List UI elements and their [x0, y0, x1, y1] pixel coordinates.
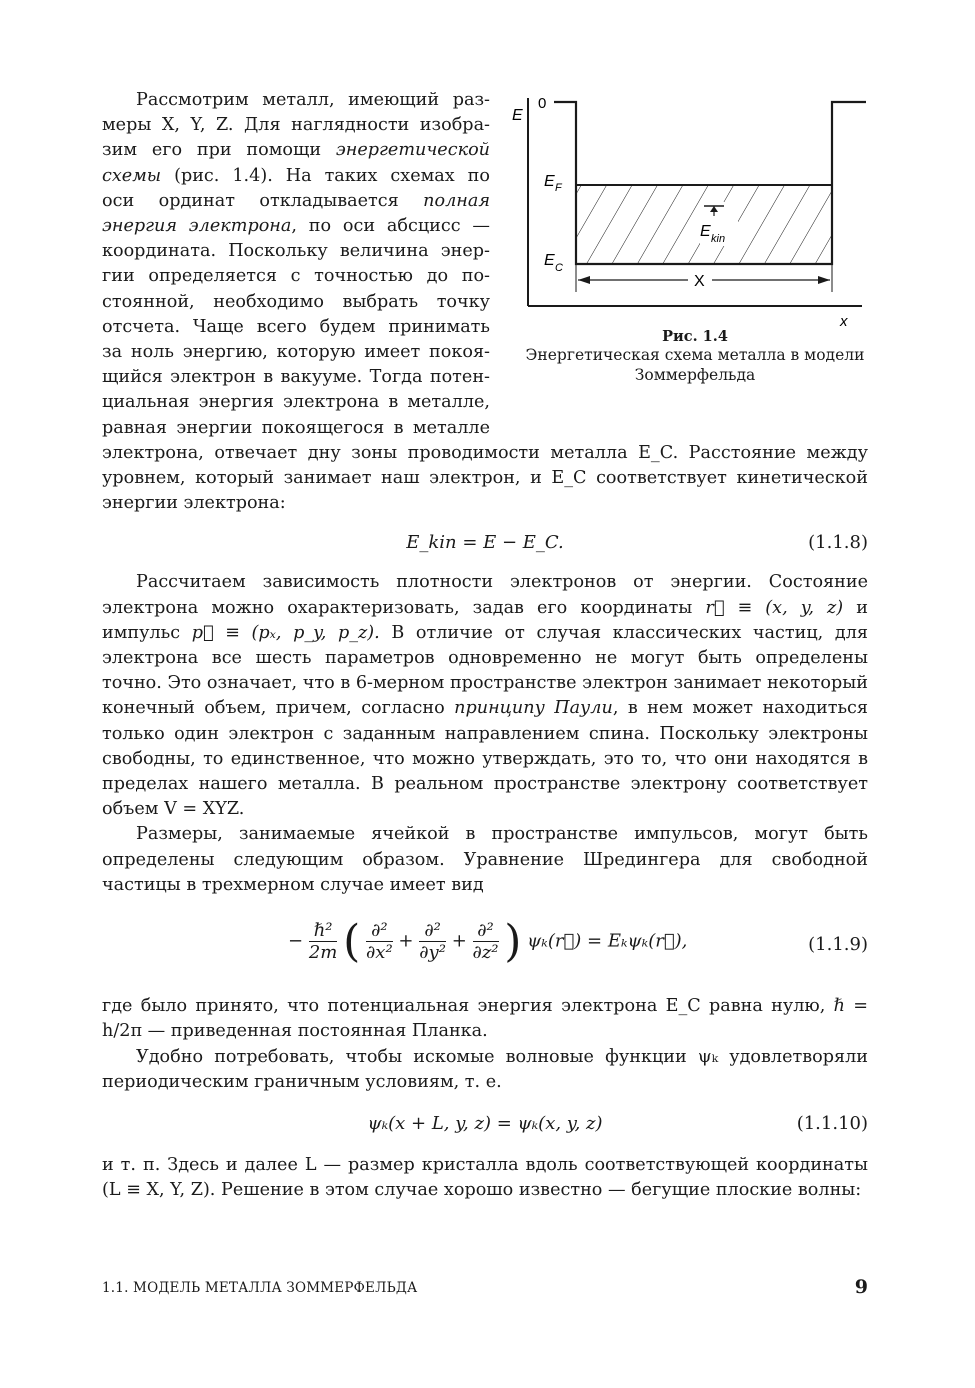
intro-line: стоянной, необходимо выбрать точку — [102, 291, 490, 312]
intro-line: равная энергии покоящегося в металле — [102, 417, 490, 438]
energy-diagram — [510, 88, 880, 328]
denominator: 2m — [308, 942, 338, 964]
term-italic: схемы — [102, 165, 162, 186]
paragraph-state — [102, 570, 868, 822]
text-run: , в нем может находиться только один электрон с заданным направлением спина. Поскольку электроны свободны, то единственное, что можно утверждать, это то, что они находятся в пределах нашего металла. В реальном пространстве электрону соответствует объем V = XYZ. — [102, 698, 869, 820]
text-run: зим его при помощи — [102, 140, 336, 161]
equation-number: (1.1.8) — [808, 532, 868, 554]
ef-sub-label: F — [555, 182, 562, 194]
formula-p: p⃗ ≡ (pₓ, p_y, p_z). — [191, 622, 380, 643]
page-body — [102, 88, 868, 1203]
intro-line — [102, 189, 490, 214]
ekin-label: E — [700, 223, 711, 240]
term-italic: энергетической — [335, 140, 490, 161]
intro-line: за ноль энергию, которую имеет покоя- — [102, 342, 490, 363]
fraction-dx — [366, 920, 393, 963]
equation-1-1-9 — [102, 898, 868, 994]
term-italic: принципу Паули — [454, 698, 613, 719]
intro-line: отсчета. Чаще всего будем принимать — [102, 316, 490, 337]
zero-label: 0 — [538, 95, 547, 112]
equation-body: E_kin = E − E_C. — [406, 532, 564, 554]
figure-caption: Энергетическая схема металла в модели Зоммерфельда — [525, 346, 865, 384]
ec-label: E — [544, 252, 555, 269]
numerator: ∂² — [419, 920, 446, 942]
axis-e-label: E — [512, 107, 523, 124]
paragraph-cell: Размеры, занимаемые ячейкой в пространстве импульсов, могут быть определены следующим образом. Уравнение Шредингера для свободной частицы в трехмерном случае имеет вид — [102, 824, 868, 895]
ekin-sub-label: kin — [711, 233, 726, 245]
figure-1-4 — [510, 88, 880, 385]
paragraph-solution: и т. п. Здесь и далее L — размер кристалла вдоль соответствующей координаты (L ≡ X, Y, Z). Решение в этом случае хорошо известно — бегущие плоские волны: — [102, 1154, 868, 1201]
numerator: ℏ² — [309, 920, 338, 942]
formula-r: r⃗ ≡ (x, y, z) — [705, 597, 844, 618]
numerator: ∂² — [366, 920, 393, 942]
intro-continuation: электрона, отвечает дну зоны проводимости металла E_C. Расстояние между уровнем, который занимает наш электрон, и E_C соответствует кинетической энергии электрона: — [102, 442, 868, 514]
plus-sign: + — [451, 930, 467, 952]
text-run: В отличие от случая классических частиц, для электрона все шесть параметров одновременно не могут быть определены точно. Это означает, что в 6-мерном пространстве электрон занимает некоторый конечный объем, причем, согласно — [102, 622, 868, 719]
text-run: и импульс — [102, 597, 868, 643]
plus-sign: + — [398, 930, 414, 952]
intro-line — [102, 164, 490, 189]
paragraph-boundary: Удобно потребовать, чтобы искомые волновые функции ψₖ удовлетворяли периодическим граничным условиям, т. е. — [102, 1046, 868, 1092]
equation-1-1-10 — [102, 1103, 868, 1153]
equation-body: − $\frac{\text{ℏ²}}{2m}$ ( $\frac{\text{∂²}}{\text{∂x²}}$ + $\frac{\text{∂²}}{\text{∂y²}}$ + $\frac{\text{∂²}}{\text{∂z²}}$ ) ψₖ(r⃗) = Eₖψₖ(r⃗), — [288, 916, 688, 968]
equation-number: (1.1.9) — [808, 934, 868, 956]
page-footer — [102, 1276, 868, 1300]
text-run: (рис. 1.4). На таких схемах по — [161, 165, 490, 186]
fraction-dy — [419, 920, 446, 963]
denominator: ∂y² — [419, 942, 446, 964]
minus-sign: − — [288, 930, 304, 952]
equation-1-1-8 — [102, 522, 868, 568]
intro-paragraph — [102, 88, 490, 441]
intro-line — [102, 138, 490, 163]
page-number: 9 — [854, 1276, 868, 1298]
intro-line: циальная энергия электрона в металле, — [102, 392, 490, 413]
text-run: Рассчитаем зависимость плотности электронов от энергии. Состояние электрона можно охарактеризовать, задав его координаты — [102, 572, 868, 618]
paragraph-where: где было принято, что потенциальная энергия электрона E_C равна нулю, ℏ = h/2π — приведенная постоянная Планка. — [102, 996, 868, 1042]
numerator: ∂² — [473, 920, 499, 942]
fraction-hbar — [309, 920, 338, 963]
equation-body: ψₖ(x + L, y, z) = ψₖ(x, y, z) — [367, 1112, 603, 1134]
intro-line: гии определяется с точностью до по- — [102, 266, 490, 287]
intro-line — [102, 214, 490, 239]
figure-title: Рис. 1.4 — [662, 328, 728, 345]
axis-x-label: x — [840, 313, 848, 328]
intro-line: щийся электрон в вакууме. Тогда потен- — [102, 367, 490, 388]
running-title: 1.1. МОДЕЛЬ МЕТАЛЛА ЗОММЕРФЕЛЬДА — [102, 1280, 418, 1296]
ef-label: E — [544, 173, 555, 190]
x-length-label: X — [694, 273, 705, 290]
term-italic: энергия электрона — [102, 216, 292, 237]
ec-sub-label: C — [555, 262, 563, 274]
text-run: , по оси абсцисс — — [291, 216, 490, 237]
equation-rhs: ψₖ(r⃗) = Eₖψₖ(r⃗), — [527, 930, 688, 952]
intro-line: меры X, Y, Z. Для наглядности изобра- — [102, 115, 490, 136]
fraction-dz — [473, 920, 499, 963]
intro-line: Рассмотрим металл, имеющий раз- — [136, 90, 490, 110]
term-italic: полная — [423, 190, 490, 211]
denominator: ∂x² — [366, 942, 393, 964]
denominator: ∂z² — [472, 942, 499, 964]
equation-number: (1.1.10) — [796, 1112, 868, 1134]
intro-line: координата. Поскольку величина энер- — [102, 241, 490, 262]
text-run: оси ординат откладывается — [102, 190, 424, 211]
